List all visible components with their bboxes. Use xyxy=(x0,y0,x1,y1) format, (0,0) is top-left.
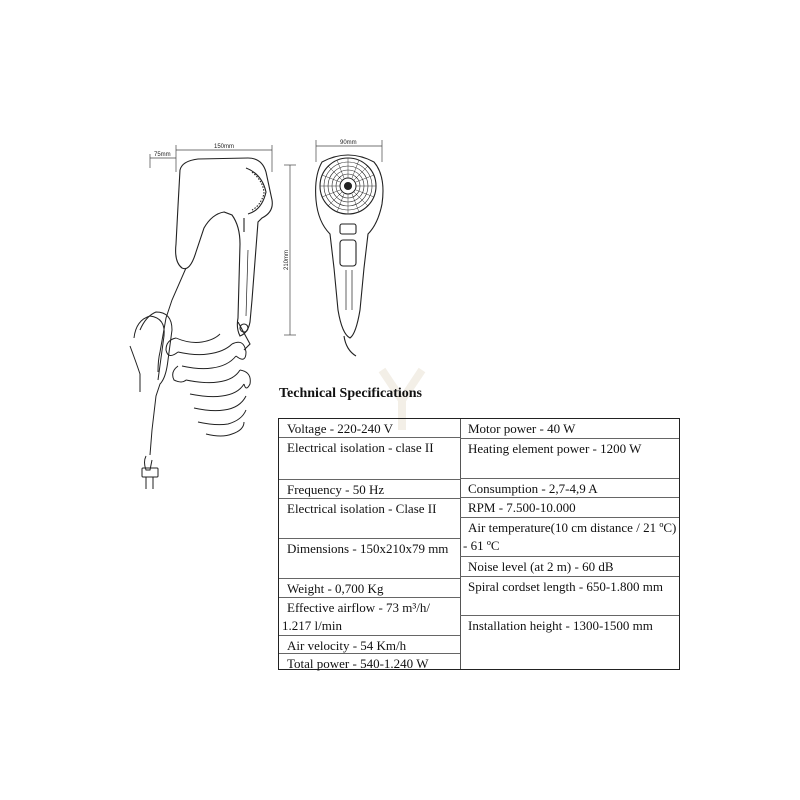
spec-row xyxy=(279,598,460,636)
dim-label-210: 210mm xyxy=(284,249,290,270)
spec-air-velocity: Air velocity - 54 Km/h xyxy=(287,638,407,653)
spec-electrical-isolation-2: Electrical isolation - Clase II xyxy=(287,501,437,516)
specs-column-left xyxy=(279,419,461,669)
spec-row xyxy=(279,480,460,499)
dim-label-90: 90mm xyxy=(340,140,357,146)
dim-label-150: 150mm xyxy=(214,144,235,150)
spec-row xyxy=(460,439,679,479)
spec-dimensions: Dimensions - 150x210x79 mm xyxy=(287,541,449,556)
spec-weight: Weight - 0,700 Kg xyxy=(287,581,384,596)
dryer-side-view xyxy=(176,158,273,350)
spec-heating-element-power: Heating element power - 1200 W xyxy=(468,441,642,456)
dryer-front-view xyxy=(316,155,383,356)
spec-row xyxy=(279,636,460,654)
spec-row xyxy=(279,539,460,579)
spec-row xyxy=(279,419,460,438)
specs-column-right xyxy=(460,419,679,669)
spec-row xyxy=(460,616,679,671)
spec-installation-height: Installation height - 1300-1500 mm xyxy=(468,618,653,633)
spec-row xyxy=(460,577,679,616)
spec-spiral-cordset-length: Spiral cordset length - 650-1.800 mm xyxy=(468,579,663,594)
spec-row xyxy=(460,518,679,557)
spec-motor-power: Motor power - 40 W xyxy=(468,421,576,436)
spec-air-temperature: Air temperature(10 cm distance / 21 ºC) - 61 ºC xyxy=(463,520,677,553)
spec-frequency: Frequency - 50 Hz xyxy=(287,482,385,497)
spec-rpm: RPM - 7.500-10.000 xyxy=(468,500,576,515)
spec-row xyxy=(460,498,679,518)
spec-row xyxy=(279,438,460,480)
spec-row xyxy=(460,479,679,498)
specs-table xyxy=(278,418,680,670)
spec-row xyxy=(279,499,460,539)
spec-effective-airflow: Effective airflow - 73 m³/h/ 1.217 l/min xyxy=(282,600,430,633)
dim-label-75: 75mm xyxy=(154,152,171,158)
spec-noise-level: Noise level (at 2 m) - 60 dB xyxy=(468,559,614,574)
spec-row xyxy=(279,654,460,671)
dryer-cord xyxy=(130,268,250,489)
spec-electrical-isolation-1: Electrical isolation - clase II xyxy=(287,440,434,455)
spec-row xyxy=(460,419,679,439)
spec-consumption: Consumption - 2,7-4,9 A xyxy=(468,481,598,496)
specs-title: Technical Specifications xyxy=(279,386,422,401)
spec-row xyxy=(460,557,679,577)
spec-total-power: Total power - 540-1.240 W xyxy=(287,656,429,671)
dimension-lines-side xyxy=(150,145,296,335)
spec-row xyxy=(279,579,460,598)
spec-voltage: Voltage - 220-240 V xyxy=(287,421,394,436)
